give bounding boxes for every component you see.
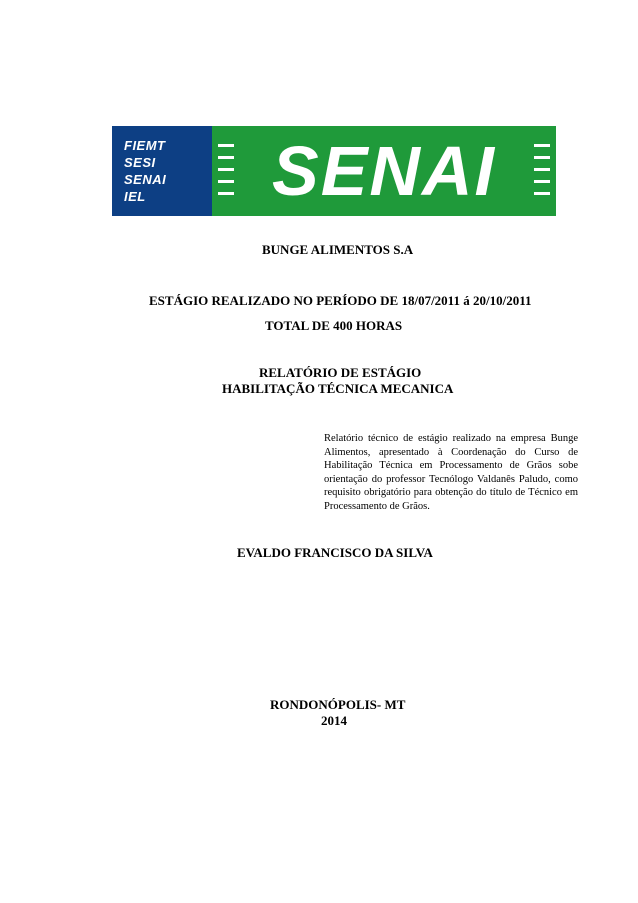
- senai-logo: [112, 126, 556, 216]
- logo-line-iel: IEL: [124, 189, 146, 204]
- qualification-title: HABILITAÇÃO TÉCNICA MECANICA: [222, 381, 454, 396]
- company-name: BUNGE ALIMENTOS S.A: [262, 242, 414, 257]
- logo-brand-text: SENAI: [272, 132, 496, 210]
- year: 2014: [321, 713, 347, 728]
- logo-line-senai: SENAI: [124, 172, 167, 187]
- total-hours: TOTAL DE 400 HORAS: [265, 318, 403, 333]
- logo-institutions-panel: [112, 126, 212, 216]
- city: RONDONÓPOLIS- MT: [270, 697, 406, 712]
- author-name: EVALDO FRANCISCO DA SILVA: [237, 545, 433, 560]
- report-abstract: Relatório técnico de estágio realizado na empresa Bunge Alimentos, apresentado à Coordenação do Curso de Habilitação Técnica em Processamento de Grãos sobe orientação do professor Tecnólogo Valdanês Paludo, como requisito obrigatório para obtenção do título de Técnico em Processamento de Grãos.: [324, 433, 578, 512]
- logo-brand-panel: [212, 126, 556, 216]
- report-title: RELATÓRIO DE ESTÁGIO: [259, 365, 422, 380]
- internship-period: ESTÁGIO REALIZADO NO PERÍODO DE 18/07/2011 á 20/10/2011: [149, 293, 532, 308]
- logo-line-fiemt: FIEMT: [124, 138, 166, 153]
- logo-line-sesi: SESI: [124, 155, 156, 170]
